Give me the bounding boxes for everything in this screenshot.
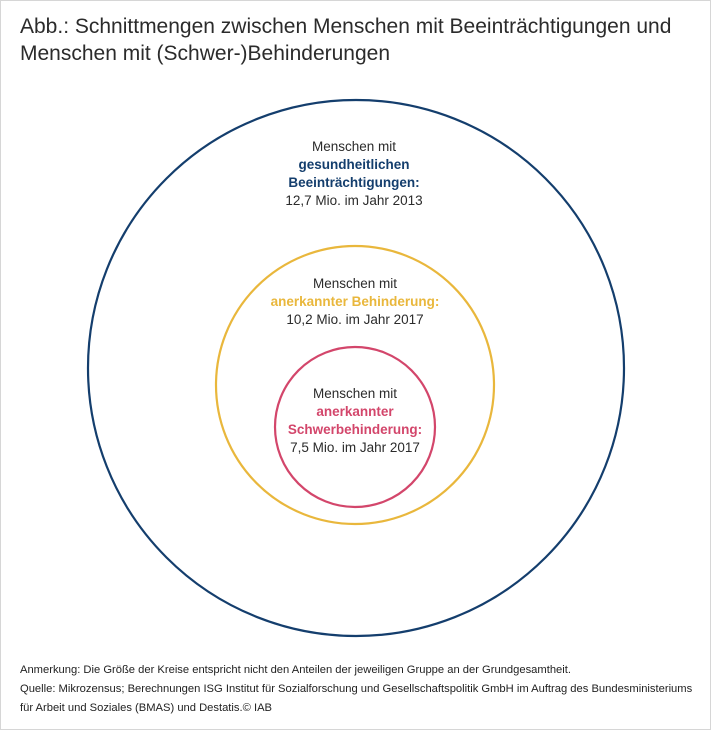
outer-circle-label bbox=[244, 138, 464, 210]
outer-lead: Menschen mit bbox=[311, 139, 397, 154]
title-line-1: Abb.: Schnittmengen zwischen Menschen mit Beeinträchtigungen und bbox=[20, 15, 672, 38]
middle-highlight-1: anerkannter Behinderung: bbox=[270, 294, 440, 309]
figure-notes bbox=[20, 661, 700, 718]
note-quelle-1: Quelle: Mikrozensus; Berechnungen ISG Institut für Sozialforschung und Gesellschaftspolitik GmbH im Auftrag des Bundesministeriums bbox=[20, 683, 693, 695]
note-quelle-2: für Arbeit und Soziales (BMAS) und Destatis.© IAB bbox=[20, 702, 272, 714]
inner-highlight-1: anerkannter bbox=[316, 404, 394, 419]
outer-value: 12,7 Mio. im Jahr 2013 bbox=[285, 193, 423, 208]
inner-highlight-2: Schwerbehinderung: bbox=[287, 422, 423, 437]
outer-highlight-2: Beeinträchtigungen: bbox=[288, 175, 420, 190]
middle-lead: Menschen mit bbox=[312, 276, 398, 291]
middle-value: 10,2 Mio. im Jahr 2017 bbox=[286, 312, 424, 327]
note-anmerkung: Anmerkung: Die Größe der Kreise entspricht nicht den Anteilen der jeweiligen Gruppe an der Grundgesamtheit. bbox=[20, 664, 571, 676]
middle-circle-label bbox=[245, 275, 465, 329]
inner-value: 7,5 Mio. im Jahr 2017 bbox=[290, 440, 420, 455]
inner-circle-label bbox=[245, 385, 465, 457]
title-line-2: Menschen mit (Schwer-)Behinderungen bbox=[20, 42, 391, 65]
outer-highlight-1: gesundheitlichen bbox=[298, 157, 410, 172]
inner-lead: Menschen mit bbox=[312, 386, 398, 401]
nested-circles-diagram bbox=[1, 1, 710, 729]
